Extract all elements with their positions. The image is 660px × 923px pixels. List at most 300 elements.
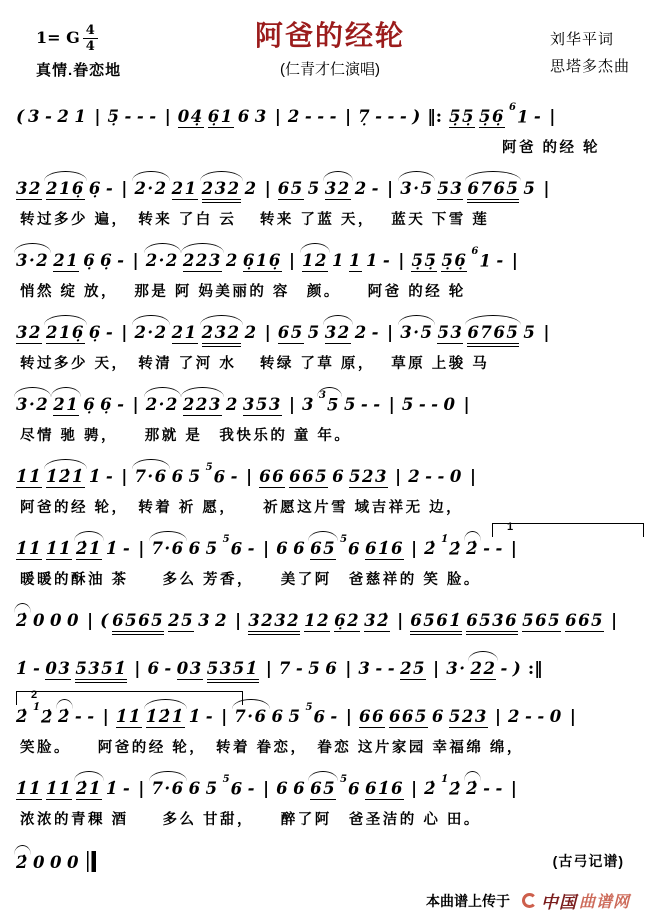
duration-dash: - <box>45 107 54 126</box>
barline: | <box>86 611 94 631</box>
rest-note: 0 <box>549 707 563 726</box>
note-token: 3 <box>358 659 372 678</box>
duration-dash: - <box>230 467 239 486</box>
note-token: 1 <box>331 251 345 270</box>
note-token: 53 <box>437 323 464 342</box>
duration-dash: - <box>87 707 96 726</box>
note-token: 65 <box>310 779 337 798</box>
note-token: 5351̇ <box>206 659 259 678</box>
barline: | <box>288 395 295 415</box>
note-token: 665 <box>565 611 605 630</box>
duration-dash: - <box>317 107 326 126</box>
credits-block <box>550 26 630 80</box>
note-token: 6̣1 <box>207 107 234 126</box>
note-token: 2̇ <box>57 707 71 726</box>
note-token: 1̇1̇ <box>45 779 72 798</box>
note-token: $^{1̇}$2̇ <box>32 701 54 726</box>
duration-dash: - <box>117 251 126 270</box>
barline: | <box>102 707 109 727</box>
barline: | <box>264 323 271 343</box>
note-token: 6 <box>293 539 307 558</box>
lyrics-line: 阿爸的经 轮， 转着 祈 愿， 祈愿这片雪 域吉祥无 边， <box>20 500 464 516</box>
duration-dash: - <box>399 107 409 126</box>
note-token: 2̇ <box>16 611 29 630</box>
duration-dash: - <box>105 179 115 198</box>
rest-note: 0 <box>32 611 46 630</box>
note-token: 2 <box>244 323 258 342</box>
grace-note: 5 <box>222 773 230 785</box>
notes-row <box>14 646 650 685</box>
note-token: 6̣16̣ <box>242 251 282 270</box>
note-token: 565 <box>522 611 562 630</box>
note-token: 2̇ <box>466 779 480 798</box>
site-name-primary[interactable]: 中国 <box>540 893 577 912</box>
note-token: 32 <box>16 323 42 342</box>
duration-dash: - <box>500 659 509 678</box>
note-token: 6 <box>147 659 161 678</box>
note-token: 232 <box>201 323 241 342</box>
note-token: 21 <box>53 395 80 414</box>
duration-dash: - <box>371 323 381 342</box>
lyrics-line: 浓浓的青稞 酒 多么 甘甜， 醉了阿 爸圣洁的 心 田。 <box>20 812 481 828</box>
barline: | <box>387 179 394 199</box>
music-line <box>14 94 650 157</box>
note-token: $^3$5 <box>318 389 340 414</box>
note-token: 523 <box>349 467 388 486</box>
note-token: 6 <box>271 707 285 726</box>
barline: | <box>345 707 352 727</box>
note-token: 25 <box>168 611 195 630</box>
note-token: 1̇ <box>16 659 29 678</box>
duration-dash: - <box>375 659 384 678</box>
music-line <box>14 166 650 229</box>
barline: | <box>395 467 402 487</box>
time-bottom: 4 <box>85 39 95 54</box>
note-token: 7 <box>278 659 292 678</box>
duration-dash: - <box>431 395 440 414</box>
note-token: 6 <box>171 467 185 486</box>
duration-dash: - <box>533 107 543 126</box>
note-token: 1̇ <box>88 467 102 486</box>
duration-dash: - <box>247 539 256 558</box>
music-line <box>14 689 650 757</box>
barline: | <box>543 323 550 343</box>
note-token: 32̇ <box>364 611 391 630</box>
note-token: 66 <box>358 707 385 726</box>
barline: | <box>164 107 171 127</box>
note-token: 65 <box>277 179 304 198</box>
notes-row <box>14 838 650 877</box>
note-token: 223 <box>182 251 222 270</box>
duration-dash: - <box>122 539 132 558</box>
duration-dash: - <box>496 251 505 270</box>
note-token: 7·6 <box>134 467 168 486</box>
duration-dash: - <box>136 107 146 126</box>
lyrics-line: 阿爸 的经 轮 <box>502 140 601 156</box>
barline: | <box>463 395 470 415</box>
note-token: 22 <box>470 659 497 678</box>
duration-dash: - <box>105 467 115 486</box>
note-token: 2·2 <box>145 395 179 414</box>
note-token: 232 <box>201 179 241 198</box>
note-token: 5 <box>307 179 321 198</box>
note-token: $^5$6 <box>205 461 227 486</box>
note-token: 5 <box>205 779 219 798</box>
duration-dash: - <box>525 707 534 726</box>
note-token: 1 <box>365 251 379 270</box>
note-token: 2̇ <box>466 539 480 558</box>
note-token: 5̣6̣ <box>479 107 505 126</box>
duration-dash: - <box>387 107 396 126</box>
note-token: 2̇ <box>424 539 438 558</box>
note-token: 6̣ <box>100 251 114 270</box>
grace-note: 5 <box>340 773 348 785</box>
note-token: 5 <box>343 395 357 414</box>
note-token: $^5$6 <box>222 533 244 558</box>
rest-note: 0 <box>49 611 63 630</box>
barline: | <box>410 539 418 559</box>
duration-dash: - <box>124 107 133 126</box>
barline: | <box>345 659 352 679</box>
duration-dash: - <box>329 107 338 126</box>
page-title: 阿爸的经轮 <box>254 20 405 51</box>
note-token: $^5$6 <box>340 533 362 558</box>
duration-dash: - <box>373 395 382 414</box>
note-token: 5 <box>205 539 219 558</box>
repeat-end-sign: :‖ <box>527 659 543 679</box>
parenthesis: ) <box>412 107 421 127</box>
upload-text: 本曲谱上传于 <box>425 892 510 909</box>
note-token: 1 <box>74 107 88 126</box>
barline: | <box>265 659 272 679</box>
note-token: 6 <box>332 467 346 486</box>
note-token: 6̣ <box>88 323 102 342</box>
note-token: 3232 <box>248 611 301 630</box>
note-token: 2̇ <box>16 853 29 872</box>
note-token: 216̣ <box>45 179 85 198</box>
music-line <box>14 838 650 877</box>
note-token: 6765 <box>467 323 520 342</box>
note-token: 2·2 <box>134 179 168 198</box>
note-token: 6 <box>293 779 307 798</box>
grace-note: 5 <box>222 533 230 545</box>
note-token: 3 <box>198 611 212 630</box>
note-token: 1̇1̇ <box>16 779 42 798</box>
note-token: $^{1̇}$2̇ <box>441 533 463 558</box>
note-token: 6 <box>276 539 290 558</box>
score <box>0 90 660 877</box>
note-token: 3· <box>446 659 467 678</box>
duration-dash: - <box>105 323 115 342</box>
barline: | <box>433 659 440 679</box>
notes-row <box>14 166 650 205</box>
notes-row <box>14 454 650 493</box>
barline: | <box>94 107 101 127</box>
note-token: 1 <box>348 251 362 270</box>
site-logo-icon <box>522 893 537 908</box>
note-token: 665 <box>289 467 329 486</box>
note-token: 6 <box>188 779 202 798</box>
note-token: $^6$1 <box>471 245 493 270</box>
duration-dash: - <box>537 707 546 726</box>
score-header <box>0 0 660 90</box>
note-token: 3 <box>254 107 268 126</box>
note-token: 5̣6̣ <box>441 251 468 270</box>
duration-dash: - <box>437 467 446 486</box>
barline: | <box>121 467 128 487</box>
music-line <box>14 766 650 829</box>
barline: | <box>132 251 139 271</box>
note-token: 03 <box>45 659 72 678</box>
note-token: 1̇1̇ <box>45 539 72 558</box>
duration-dash: - <box>387 659 397 678</box>
note-token: $^5$6 <box>305 701 327 726</box>
duration-dash: - <box>149 107 158 126</box>
note-token: 7·6 <box>234 707 268 726</box>
repeat-start-sign: ‖: <box>427 107 443 127</box>
note-token: 66 <box>259 467 286 486</box>
barline: | <box>235 611 242 631</box>
music-line <box>14 646 650 685</box>
note-token: 2 <box>354 323 368 342</box>
duration-dash: - <box>117 395 126 414</box>
rest-note: 0 <box>49 853 63 872</box>
note-token: 6̣ <box>83 395 97 414</box>
note-token: 2 <box>215 611 229 630</box>
tempo-marking: 真情.眷恋地 <box>36 62 122 79</box>
note-token: $^6$1 <box>508 101 530 126</box>
note-token: 3·5 <box>400 179 434 198</box>
note-token: 32 <box>324 323 351 342</box>
lyricist-credit: 刘华平词 <box>549 31 614 48</box>
note-token: 5351̇ <box>75 659 128 678</box>
notes-row <box>14 310 650 349</box>
notes-row <box>14 94 650 133</box>
barline: | <box>262 779 270 799</box>
barline: | <box>387 323 394 343</box>
music-line <box>14 598 650 637</box>
note-token: 12 <box>302 251 328 270</box>
duration-dash: - <box>483 539 492 558</box>
notes-row <box>14 766 650 805</box>
site-name-secondary[interactable]: 曲谱网 <box>578 894 630 911</box>
volta-bracket: 2 <box>16 691 243 705</box>
note-token: 5 <box>288 707 302 726</box>
time-top: 4 <box>83 24 98 39</box>
performer-subtitle: (仁青才仁演唱) <box>280 61 380 78</box>
note-token: 65 <box>310 539 337 558</box>
note-token: 5 <box>307 323 321 342</box>
volta-bracket: 1 <box>492 523 644 537</box>
duration-dash: - <box>495 539 504 558</box>
note-token: 2 <box>287 107 301 126</box>
barline: | <box>510 779 517 799</box>
grace-note: 3 <box>318 389 326 401</box>
duration-dash: - <box>360 395 370 414</box>
note-token: 6̣ <box>88 179 102 198</box>
note-token: 25 <box>400 659 427 678</box>
grace-note: 1̇ <box>441 533 449 545</box>
note-token: 3·2 <box>16 395 50 414</box>
parenthesis: ( <box>16 107 25 127</box>
duration-dash: - <box>425 467 434 486</box>
barline: | <box>398 251 405 271</box>
grace-note: 6 <box>471 245 479 257</box>
lyrics-line: 笑脸。 阿爸的经 轮， 转着 眷恋， 眷恋 这片家园 幸福绵 绵， <box>20 740 524 756</box>
grace-note: 5 <box>205 461 213 473</box>
note-token: 2 <box>225 395 239 414</box>
rest-note: 0 <box>66 853 80 872</box>
note-token: 7·6 <box>151 539 185 558</box>
note-token: 6 <box>325 659 339 678</box>
note-token: 65 <box>277 323 304 342</box>
duration-dash: - <box>483 779 492 798</box>
note-token: 2̇ <box>424 779 438 798</box>
duration-dash: - <box>164 659 173 678</box>
note-token: 1̇1̇ <box>16 539 42 558</box>
note-token: 32 <box>324 179 351 198</box>
note-token: 03 <box>176 659 203 678</box>
grace-note: 5 <box>340 533 348 545</box>
barline: | <box>221 707 228 727</box>
music-line <box>14 238 650 301</box>
note-token: 5 <box>523 323 537 342</box>
rest-note: 0 <box>66 611 80 630</box>
note-token: 5 <box>523 179 537 198</box>
note-token: 6̣ <box>83 251 97 270</box>
grace-note: 1̇ <box>441 773 449 785</box>
duration-dash: - <box>375 107 384 126</box>
barline: | <box>262 539 270 559</box>
grace-note: 1̇ <box>32 701 40 713</box>
note-token: 2 <box>57 107 71 126</box>
note-token: 3·5 <box>400 323 434 342</box>
rest-note: 0 <box>32 853 46 872</box>
parenthesis: ( <box>100 611 109 631</box>
barline: | <box>569 707 576 727</box>
music-line <box>14 454 650 517</box>
note-token: 5 <box>308 659 322 678</box>
duration-dash: - <box>247 779 256 798</box>
note-token: 32 <box>16 179 42 198</box>
barline: | <box>121 179 128 199</box>
note-token: 2 <box>508 707 521 726</box>
note-token: 1̇ <box>105 779 119 798</box>
note-token: 6 <box>188 539 202 558</box>
notation-credit: (古弓记谱) <box>552 853 624 869</box>
note-token: 61̇6 <box>365 779 404 798</box>
note-token: 5 <box>188 467 202 486</box>
barline: | <box>138 779 145 799</box>
note-token: 1̇ <box>105 539 119 558</box>
note-token: 61̇6 <box>365 539 404 558</box>
upload-credit-row <box>426 888 630 913</box>
note-token: 6 <box>276 779 290 798</box>
duration-dash: - <box>304 107 314 126</box>
note-token: 21 <box>171 323 198 342</box>
note-token: 6765 <box>467 179 520 198</box>
barline: | <box>138 539 145 559</box>
note-token: 1̇1̇ <box>16 467 42 486</box>
note-token: 2̇1̇ <box>75 779 102 798</box>
note-token: 2·2 <box>145 251 179 270</box>
note-token: $^{1̇}$2̇ <box>441 773 463 798</box>
note-token: 21 <box>171 179 198 198</box>
lyrics-line: 转过多少 天， 转清 了河 水 转绿 了草 原， 草原 上骏 马 <box>20 356 490 372</box>
lyrics-line: 转过多少 遍， 转来 了白 云 转来 了蓝 天， 蓝天 下雪 莲 <box>20 212 490 228</box>
barline: | <box>388 395 395 415</box>
parenthesis: ) <box>512 659 521 679</box>
note-token: 2 <box>354 179 368 198</box>
barline: | <box>510 539 517 559</box>
note-token: 223 <box>182 395 222 414</box>
note-token: 53 <box>437 179 464 198</box>
note-token: 7·6 <box>151 779 185 798</box>
note-token: 6 <box>237 107 251 126</box>
barline: | <box>274 107 281 127</box>
note-token: 1̇1̇ <box>115 707 142 726</box>
note-token: 5̣ <box>107 107 121 126</box>
duration-dash: - <box>122 779 132 798</box>
music-line <box>14 310 650 373</box>
note-token: 1̇2̇1̇ <box>45 467 85 486</box>
lyrics-line: 暖暖的酥油 茶 多么 芳香， 美了阿 爸慈祥的 笑 脸。 <box>20 572 481 588</box>
duration-dash: - <box>495 779 504 798</box>
barline: | <box>132 395 139 415</box>
notes-row <box>14 238 650 277</box>
barline: | <box>410 779 418 799</box>
note-token: 3 <box>28 107 42 126</box>
note-token: 6̣ <box>100 395 114 414</box>
note-token: 216̣ <box>45 323 85 342</box>
barline: | <box>494 707 502 727</box>
note-token: 04̣ <box>177 107 204 126</box>
note-token: 665 <box>388 707 428 726</box>
note-token: 2·2 <box>134 323 168 342</box>
note-token: 523 <box>448 707 488 726</box>
note-token: 353 <box>242 395 282 414</box>
grace-note: 6 <box>508 101 516 113</box>
note-token: 6̣2 <box>334 611 361 630</box>
barline: | <box>245 467 253 487</box>
notes-row <box>14 598 650 637</box>
music-line <box>14 521 650 589</box>
barline: | <box>611 611 618 631</box>
note-token: 5 <box>401 395 415 414</box>
notes-row <box>14 382 650 421</box>
lyrics-line: 尽情 驰 骋， 那就 是 我快乐的 童 年。 <box>20 428 352 444</box>
duration-dash: - <box>330 707 339 726</box>
note-token: 2 <box>244 179 258 198</box>
duration-dash: - <box>382 251 392 270</box>
rest-note: 0 <box>443 395 457 414</box>
note-token: 6 <box>431 707 445 726</box>
note-token: 1̇ <box>188 707 202 726</box>
note-token: 2 <box>225 251 239 270</box>
duration-dash: - <box>74 707 84 726</box>
barline: | <box>543 179 550 199</box>
note-token: 2̇1̇ <box>75 539 102 558</box>
note-token: 5̣5̣ <box>449 107 475 126</box>
note-token: 3·2 <box>16 251 50 270</box>
barline: | <box>344 107 352 127</box>
note-token: 5̣5̣ <box>411 251 438 270</box>
note-token: 2 <box>408 467 422 486</box>
note-token: 2̇ <box>16 707 29 726</box>
note-token: 6536 <box>466 611 519 630</box>
note-token: 6565 <box>112 611 165 630</box>
barline: | <box>134 659 141 679</box>
